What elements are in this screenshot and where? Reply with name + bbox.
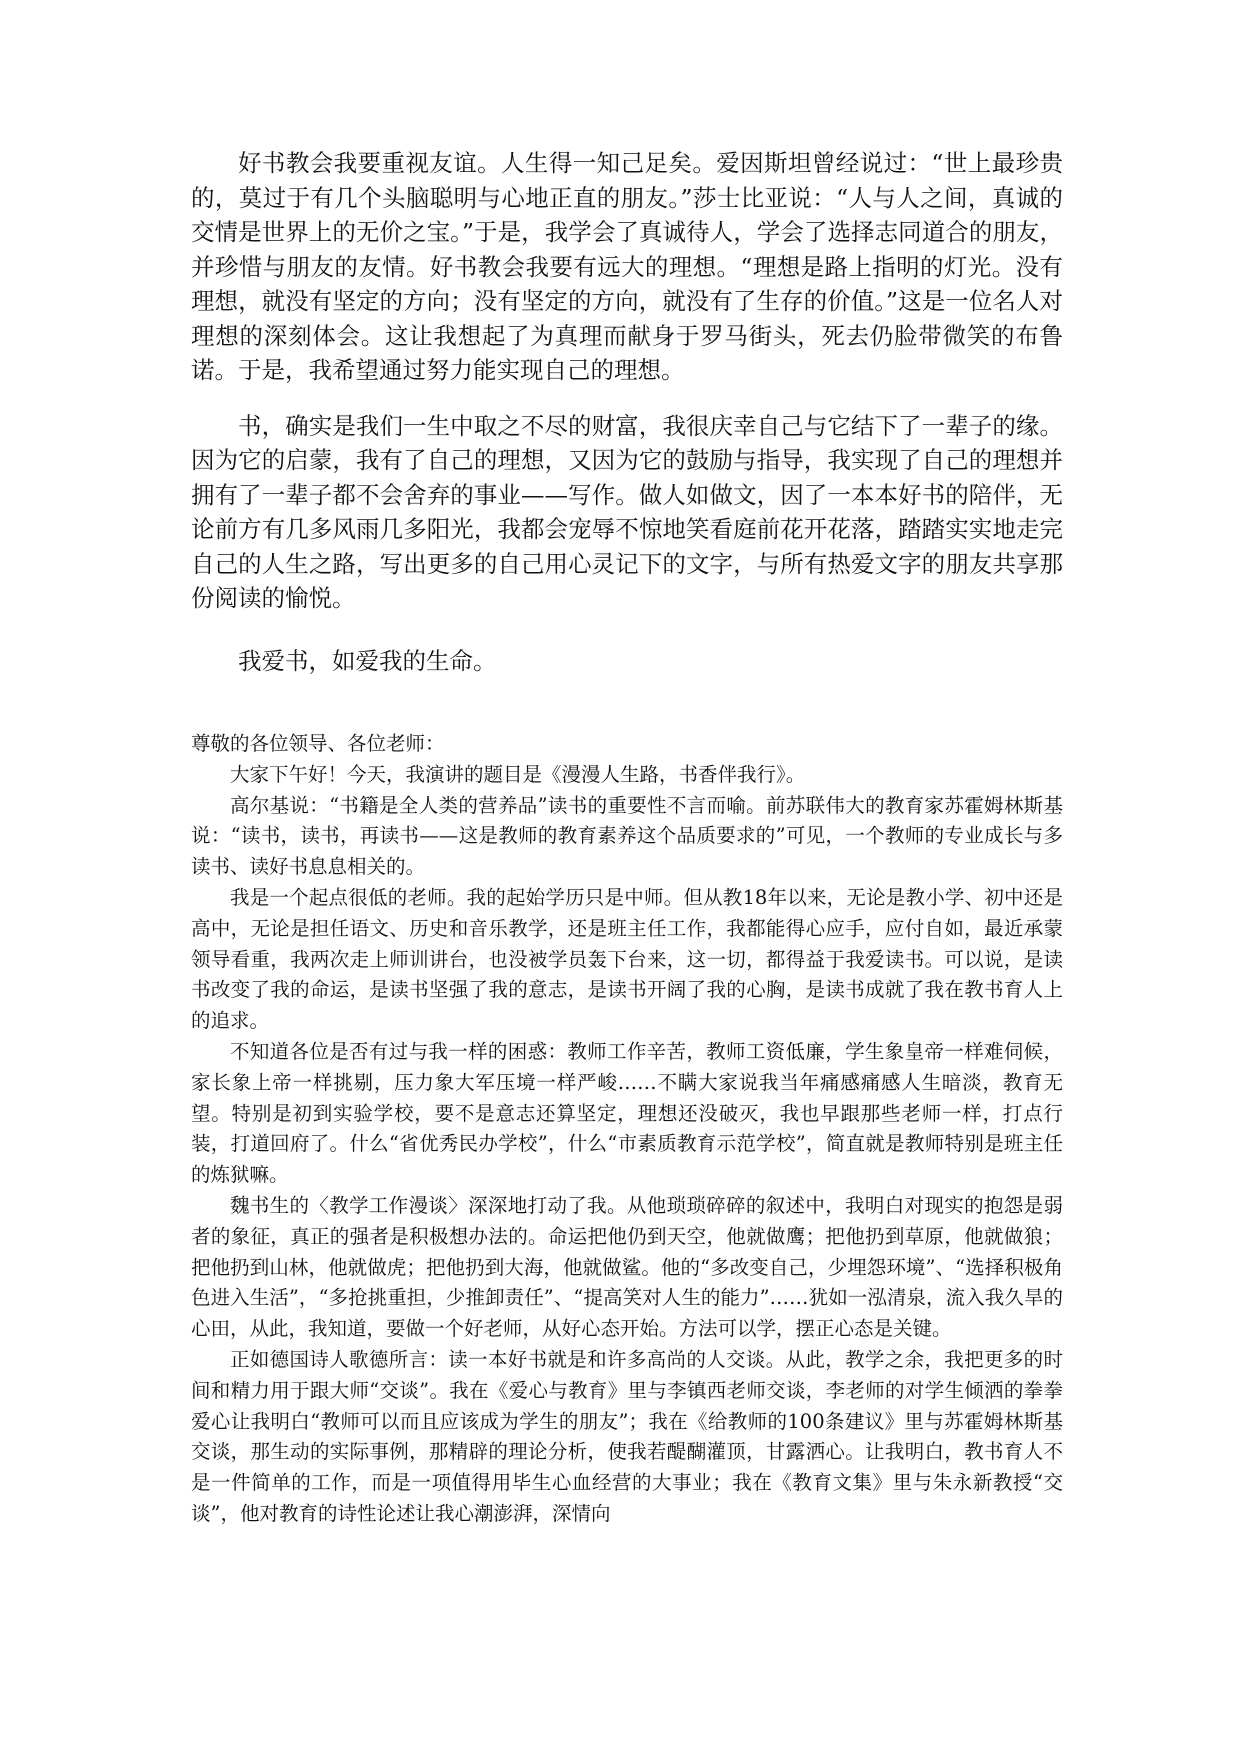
speech-paragraph-greeting: 大家下午好！今天，我演讲的题目是《漫漫人生路，书香伴我行》。	[230, 762, 806, 786]
speech-section	[191, 729, 1063, 1530]
essay-section	[191, 146, 1063, 699]
speech-paragraph-confusion: 不知道各位是否有过与我一样的困惑：教师工作辛苦，教师工资低廉，学生象皇帝一样难伺候，家长象上帝一样挑剔，压力象大军压境一样严峻……不瞒大家说我当年痛感痛感人生暗淡，教育无望。特别是初到实验学校，要不是意志还算坚定，理想还没破灭，我也早跟那些老师一样，打点行装，打道回府了。什么“省优秀民办学校”，什么“市素质教育示范学校”，简直就是教师特别是班主任的炼狱嘛。	[191, 1039, 1063, 1187]
essay-paragraph-lifelong-fortune: 书，确实是我们一生中取之不尽的财富，我很庆幸自己与它结下了一辈子的缘。因为它的启蒙，我有了自己的理想，又因为它的鼓励与指导，我实现了自己的理想并拥有了一辈子都不会舍弃的事业——写作。做人如做文，因了一本本好书的陪伴，无论前方有几多风雨几多阳光，我都会宠辱不惊地笑看庭前花开花落，踏踏实实地走完自己的人生之路，写出更多的自己用心灵记下的文字，与所有热爱文字的朋友共享那份阅读的愉悦。	[191, 411, 1063, 612]
speech-paragraph-low-start: 我是一个起点很低的老师。我的起始学历只是中师。但从教18年以来，无论是教小学、初中还是高中，无论是担任语文、历史和音乐教学，还是班主任工作，我都能得心应手，应付自如，最近承蒙领导看重，我两次走上师训讲台，也没被学员轰下台来，这一切，都得益于我爱读书。可以说，是读书改变了我的命运，是读书坚强了我的意志，是读书开阔了我的心胸，是读书成就了我在教书育人上的追求。	[191, 885, 1063, 1033]
essay-paragraph-closing: 我爱书，如爱我的生命。	[238, 646, 497, 675]
speech-paragraph-wei-shusheng: 魏书生的〈教学工作漫谈〉深深地打动了我。从他琐琐碎碎的叙述中，我明白对现实的抱怨是弱者的象征，真正的强者是积极想办法的。命运把他仍到天空，他就做鹰；把他扔到草原，他就做狼；把他扔到山林，他就做虎；把他扔到大海，他就做鲨。他的“多改变自己，少埋怨环境”、“选择积极角色进入生活”，“多抢挑重担，少推卸责任”、“提高笑对人生的能力”……犹如一泓清泉，流入我久旱的心田，从此，我知道，要做一个好老师，从好心态开始。方法可以学，摆正心态是关键。	[191, 1193, 1063, 1341]
essay-paragraph-friendship-ideals: 好书教会我要重视友谊。人生得一知己足矣。爱因斯坦曾经说过：“世上最珍贵的，莫过于有几个头脑聪明与心地正直的朋友。”莎士比亚说：“人与人之间，真诚的交情是世界上的无价之宝。”于是，我学会了真诚待人，学会了选择志同道合的朋友，并珍惜与朋友的友情。好书教会我要有远大的理想。“理想是路上指明的灯光。没有理想，就没有坚定的方向；没有坚定的方向，就没有了生存的价值。”这是一位名人对理想的深刻体会。这让我想起了为真理而献身于罗马街头，死去仍脸带微笑的布鲁诺。于是，我希望通过努力能实现自己的理想。	[191, 149, 1063, 384]
speech-paragraph-goethe: 正如德国诗人歌德所言：读一本好书就是和许多高尚的人交谈。从此，教学之余，我把更多的时间和精力用于跟大师“交谈”。我在《爱心与教育》里与李镇西老师交谈，李老师的对学生倾洒的拳拳爱心让我明白“教师可以而且应该成为学生的朋友”；我在《给教师的100条建议》里与苏霍姆林斯基交谈，那生动的实际事例，那精辟的理论分析，使我若醍醐灌顶，甘露洒心。让我明白，教书育人不是一件简单的工作，而是一项值得用毕生心血经营的大事业；我在《教育文集》里与朱永新教授“交谈”，他对教育的诗性论述让我心潮澎湃，深情向	[191, 1347, 1063, 1525]
speech-salutation: 尊敬的各位领导、各位老师：	[191, 732, 445, 755]
speech-paragraph-gorky-quote: 高尔基说：“书籍是全人类的营养品”读书的重要性不言而喻。前苏联伟大的教育家苏霍姆林斯基说：“读书，读书，再读书——这是教师的教育素养这个品质要求的”可见，一个教师的专业成长与多读书、读好书息息相关的。	[191, 793, 1063, 879]
